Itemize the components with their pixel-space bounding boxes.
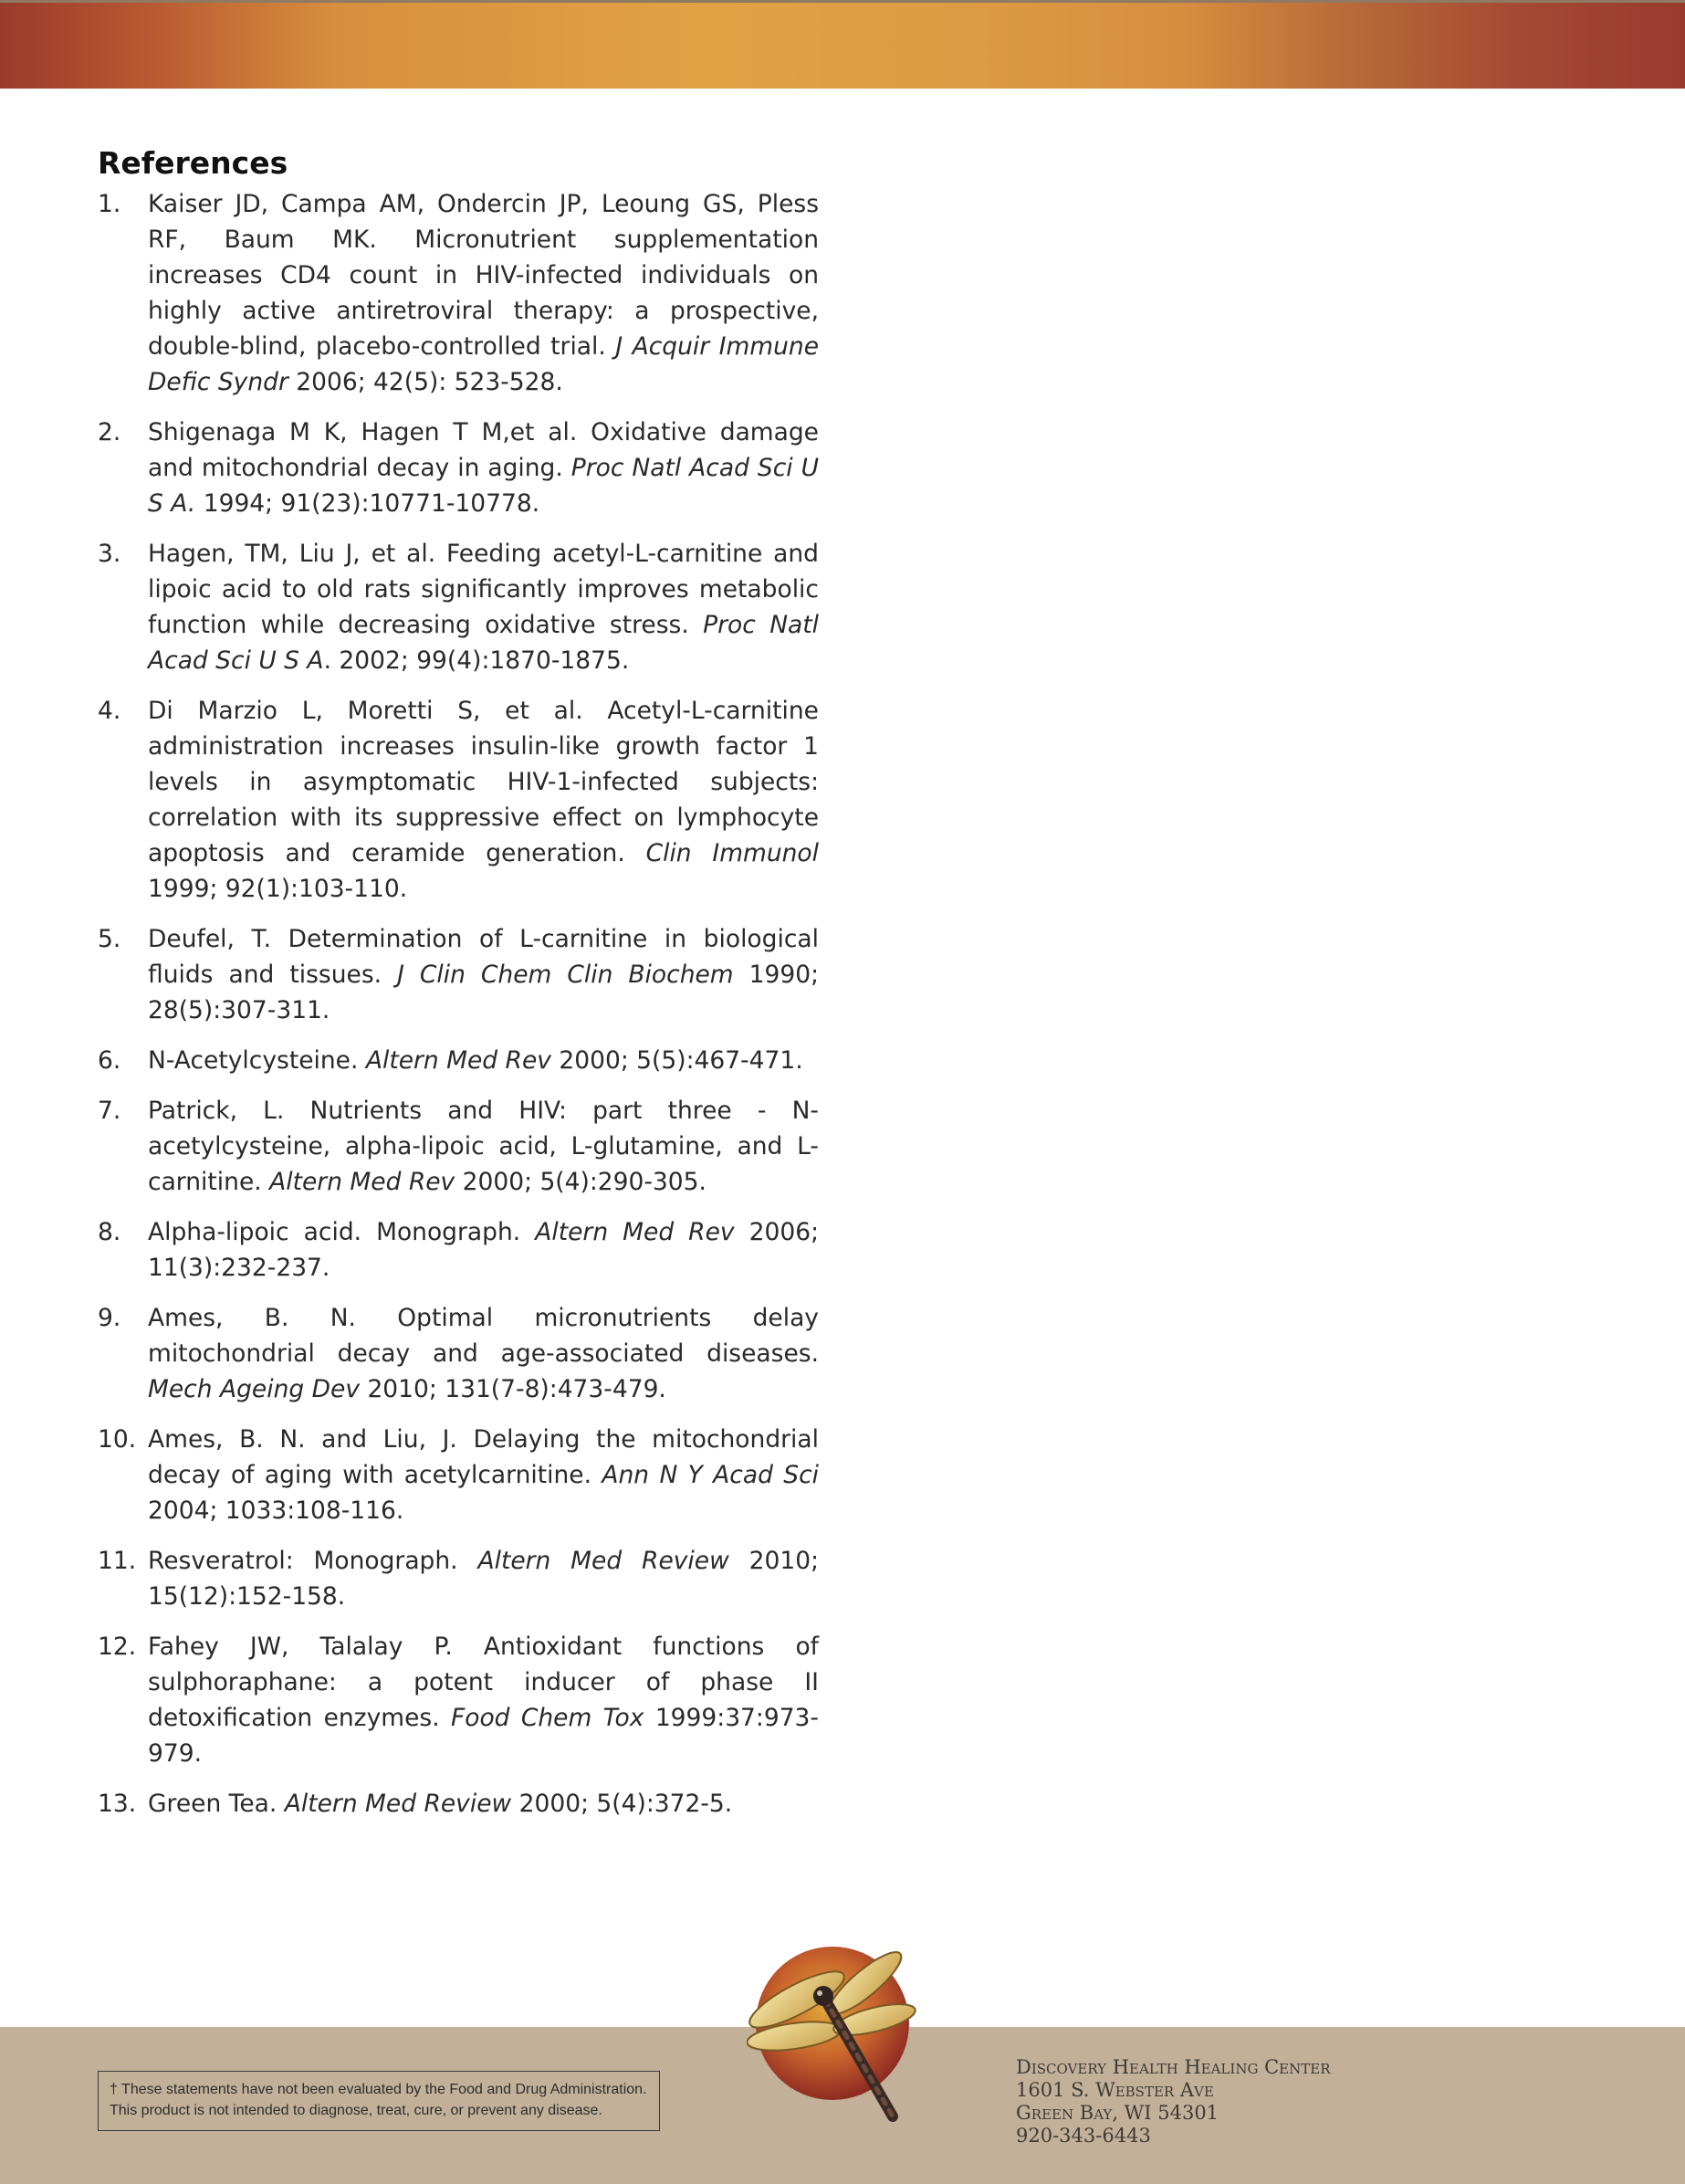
reference-number: 1. (98, 190, 121, 218)
reference-journal: Ann N Y Acad Sci (602, 1461, 819, 1489)
reference-text: Ames, B. N. Optimal micronutrients delay mitochondrial decay and age-associated diseases. (148, 1304, 819, 1368)
reference-journal: Altern Med Rev (365, 1046, 551, 1075)
reference-text: N-Acetylcysteine. (148, 1046, 366, 1075)
reference-journal: Altern Med Rev (269, 1168, 455, 1196)
reference-text: Green Tea. (148, 1790, 285, 1818)
reference-citation: 2006; 42(5): 523-528. (288, 368, 563, 396)
reference-journal: Altern Med Review (477, 1547, 729, 1575)
reference-item (98, 536, 819, 678)
reference-number: 6. (98, 1046, 121, 1075)
reference-item (98, 1043, 819, 1078)
reference-number: 4. (98, 697, 121, 725)
fda-disclaimer-box (98, 2071, 660, 2131)
reference-item (98, 1629, 819, 1771)
reference-text: Kaiser JD, Campa AM, Ondercin JP, Leoung GS, Pless RF, Baum MK. Micronutrient supplementation increases CD4 count in HIV-infected individuals on highly active antiretroviral therapy: a prospective, double-blind, placebo-controlled trial. (148, 190, 819, 361)
reference-journal: Altern Med Review (284, 1790, 512, 1818)
reference-number: 9. (98, 1304, 121, 1332)
reference-number: 11. (98, 1547, 137, 1575)
reference-journal: Proc Natl Acad Sci U S A (148, 611, 820, 675)
reference-citation: 1999:37:973-979. (148, 1704, 819, 1768)
reference-journal: Clin Immunol (645, 839, 820, 867)
reference-number: 8. (98, 1218, 121, 1246)
reference-text: Hagen, TM, Liu J, et al. Feeding acetyl-L-carnitine and lipoic acid to old rats significantly improves metabolic function while decreasing oxidative stress. (148, 540, 819, 639)
reference-item (98, 415, 819, 521)
reference-text: Deufel, T. Determination of L-carnitine in biological fluids and tissues. (148, 925, 819, 989)
reference-citation: 2000; 5(4):290-305. (455, 1168, 706, 1196)
reference-item (98, 1543, 819, 1614)
reference-number: 5. (98, 925, 121, 953)
reference-number: 12. (98, 1633, 137, 1661)
reference-journal: J Clin Chem Clin Biochem (397, 961, 734, 989)
reference-text: Alpha-lipoic acid. Monograph. (148, 1218, 536, 1246)
reference-item (98, 1422, 819, 1528)
references-heading: References (98, 145, 288, 181)
address-block (1016, 2056, 1331, 2147)
reference-number: 13. (98, 1790, 137, 1818)
dragonfly-logo-icon (747, 1936, 929, 2137)
reference-citation: 2010; 15(12):152-158. (148, 1547, 820, 1611)
references-list (98, 186, 819, 1822)
reference-citation: 2010; 131(7-8):473-479. (360, 1375, 666, 1403)
phone-number: 920-343-6443 (1016, 2125, 1151, 2147)
street-address: 1601 S. Webster Ave (1016, 2079, 1214, 2101)
center-name: Discovery Health Healing Center (1016, 2056, 1331, 2078)
reference-item (98, 1093, 819, 1200)
references-section (98, 144, 819, 1836)
header-band (0, 0, 1685, 89)
reference-text: Shigenaga M K, Hagen T M,et al. Oxidative damage and mitochondrial decay in aging. (148, 418, 819, 482)
reference-citation: 2004; 1033:108-116. (148, 1496, 404, 1525)
reference-text: Patrick, L. Nutrients and HIV: part three - N-acetylcysteine, alpha-lipoic acid, L-glutamine, and L-carnitine. (148, 1097, 819, 1196)
reference-item (98, 1300, 819, 1407)
reference-number: 2. (98, 418, 121, 446)
reference-number: 10. (98, 1425, 137, 1454)
reference-text: Di Marzio L, Moretti S, et al. Acetyl-L-carnitine administration increases insulin-like growth factor 1 levels in asymptomatic HIV-1-infected subjects: correlation with its suppressive effect on lymphocyte apoptosis and ceramide generation. (148, 697, 819, 867)
reference-journal: Proc Natl Acad Sci U S A. (148, 454, 820, 518)
reference-item (98, 1786, 819, 1822)
reference-citation: 1999; 92(1):103-110. (148, 875, 408, 903)
reference-journal: Altern Med Rev (535, 1218, 735, 1246)
reference-item (98, 693, 819, 907)
reference-item (98, 921, 819, 1028)
reference-journal: J Acquir Immune Defic Syndr (148, 332, 819, 396)
reference-citation: 1994; 91(23):10771-10778. (195, 489, 540, 518)
reference-text: Ames, B. N. and Liu, J. Delaying the mitochondrial decay of aging with acetylcarnitine. (148, 1425, 819, 1489)
reference-citation: 2000; 5(5):467-471. (550, 1046, 803, 1075)
reference-citation: . 2002; 99(4):1870-1875. (323, 646, 630, 675)
reference-item (98, 186, 819, 400)
reference-journal: Food Chem Tox (451, 1704, 644, 1732)
reference-text: Fahey JW, Talalay P. Antioxidant functions of sulphoraphane: a potent inducer of phase II detoxification enzymes. (148, 1633, 819, 1732)
disclaimer-line-2: This product is not intended to diagnose, treat, cure, or prevent any disease. (110, 2103, 602, 2118)
reference-number: 3. (98, 540, 121, 568)
reference-citation: 2006; 11(3):232-237. (148, 1218, 820, 1282)
city-state-zip: Green Bay, WI 54301 (1016, 2102, 1219, 2124)
reference-item (98, 1214, 819, 1286)
reference-citation: 2000; 5(4):372-5. (511, 1790, 733, 1818)
reference-text: Resveratrol: Monograph. (148, 1547, 478, 1575)
disclaimer-line-1: † These statements have not been evaluated by the Food and Drug Administration. (110, 2082, 647, 2097)
reference-number: 7. (98, 1097, 121, 1125)
reference-journal: Mech Ageing Dev (148, 1375, 361, 1403)
reference-citation: 1990; 28(5):307-311. (148, 961, 820, 1024)
